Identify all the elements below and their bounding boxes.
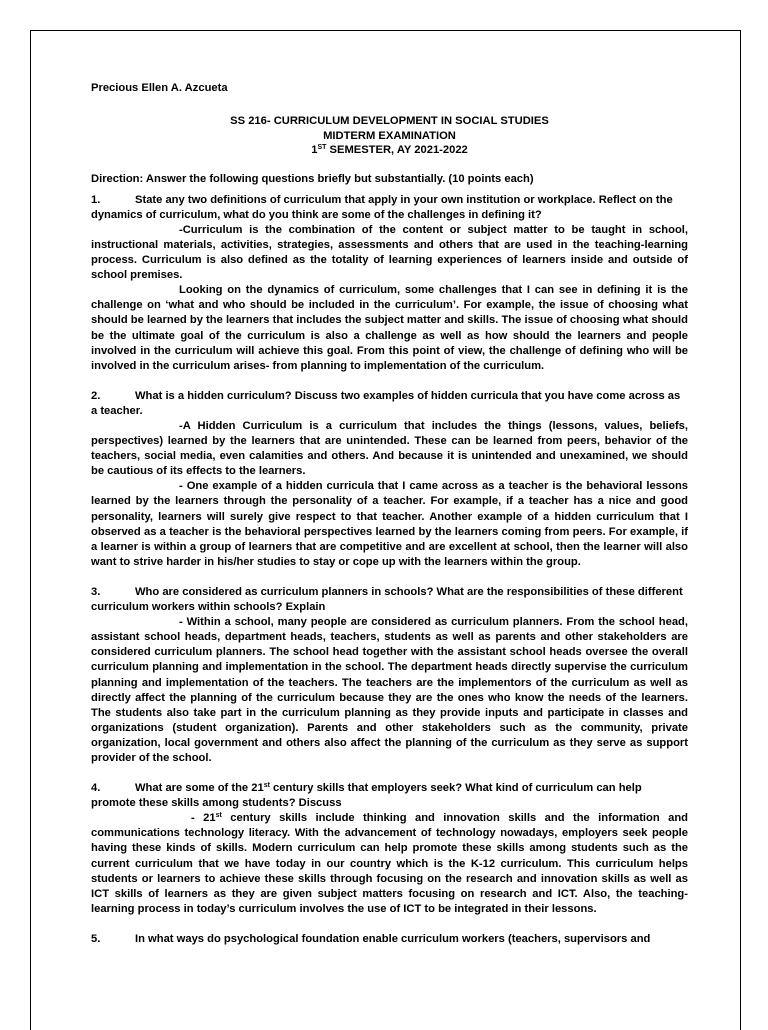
author-name: Precious Ellen A. Azcueta <box>91 82 228 94</box>
answer-paragraph: -A Hidden Curriculum is a curriculum that includes the things (lessons, values, beliefs, perspectives) learned by the learners that are unintended. These can be learned from peers, behavior of the teachers, social media, even calamities and others. And because it is unintended and unexamined, we should be cautious of its effects to the learners. <box>91 420 688 478</box>
answer-paragraph: - 21st century skills include thinking and innovation skills and the information and communications technology literacy. With the advancement of technology nowadays, employers seek people having these kinds of skills. Modern curriculum can help promote these skills among students such as the current curriculum that we have today in our country which is the K-12 curriculum. This curriculum helps students or learners to achieve these skills through focusing on the research and innovation skills as well as ICT skills of learners as they are given subject matters focusing on research and ICT. Also, the teaching-learning process in today’s curriculum involves the use of ICT to be integrated in their lessons. <box>91 812 688 915</box>
answer-paragraph: -Curriculum is the combination of the content or subject matter to be taught in school, instructional materials, activities, strategies, assessments and others that are used in the teaching-learning process. Curriculum is also defined as the totality of learning experiences of learners inside and outside of school premises. <box>91 223 688 282</box>
question-3: 3. Who are considered as curriculum planners in schools? What are the responsibilities of these different curriculum workers within schools? Explain <box>91 585 683 614</box>
question-block-2 <box>91 389 688 570</box>
answer-paragraph: - Within a school, many people are considered as curriculum planners. From the school head, assistant school heads, department heads, teachers, students as well as parents and other stakeholders are considered curriculum planners. The school head together with the assistant school heads oversee the overall curriculum planning and implementation in the school. The department heads directly supervise the curriculum planning and implementation of the teachers. The teachers are the implementors of the curriculum as well as directly affect the planning of the curriculum because they are the ones who know the needs of the learners. The students also take part in the curriculum planning as they provide inputs and participate in classes and organizations (student organization). Parents and other stakeholders such as the community, private organization, local government and others also affect the planning of the curriculum as they serve as support provider of the school. <box>91 616 688 764</box>
question-block-5 <box>91 932 688 947</box>
answer-paragraph: - One example of a hidden curricula that I came across as a teacher is the behavioral lessons learned by the learners through the personality of a teacher. For example, if a teacher has a nice and good personality, learners will surely give respect to that teacher. Another example of a hidden curriculum that I observed as a teacher is the behavioral perspectives learned by the learners coming from peers. For example, if a learner is within a group of learners that are competitive and are excellent at school, then the learner will also want to strive harder in his/her studies to stay or cope up with the learners within the group. <box>91 480 688 568</box>
question-2: 2. What is a hidden curriculum? Discuss two examples of hidden curricula that you have come across as a teacher. <box>91 389 681 417</box>
question-block-3 <box>91 585 688 766</box>
course-title: SS 216- CURRICULUM DEVELOPMENT IN SOCIAL STUDIES <box>230 115 549 128</box>
exam-header <box>91 114 688 158</box>
document-content <box>91 81 688 962</box>
answer-3 <box>91 615 688 766</box>
answer-4 <box>91 811 688 917</box>
question-1: 1. State any two definitions of curriculum that apply in your own institution or workplace. Reflect on the dynamics of curriculum, what do you think are some of the challenges in defining it? <box>91 193 673 221</box>
semester-line: 1ST SEMESTER, AY 2021-2022 <box>311 144 468 157</box>
question-5: 5. In what ways do psychological foundation enable curriculum workers (teachers, supervisors and <box>91 932 651 945</box>
directions: Direction: Answer the following questions briefly but substantially. (10 points each) <box>91 172 534 185</box>
question-4: 4. What are some of the 21st century skills that employers seek? What kind of curriculum can help promote these skills among students? Discuss <box>91 782 642 810</box>
answer-paragraph: Looking on the dynamics of curriculum, some challenges that I can see in defining it is the challenge on ‘what and who should be included in the curriculum’. For example, the issue of choosing what should be learned by the learners that includes the subject matter and skills. The issue of choosing what should be the ultimate goal of the curriculum is also a challenge as well as how should the learners and people involved in the curriculum will achieve this goal. From this point of view, the challenge of defining who will be involved in the curriculum arises- from planning to implementation of the curriculum. <box>91 284 688 372</box>
question-block-1 <box>91 193 688 374</box>
answer-2 <box>91 419 688 570</box>
exam-title: MIDTERM EXAMINATION <box>323 129 456 142</box>
question-block-4 <box>91 781 688 917</box>
answer-1 <box>91 223 688 374</box>
document-page <box>30 30 741 1030</box>
